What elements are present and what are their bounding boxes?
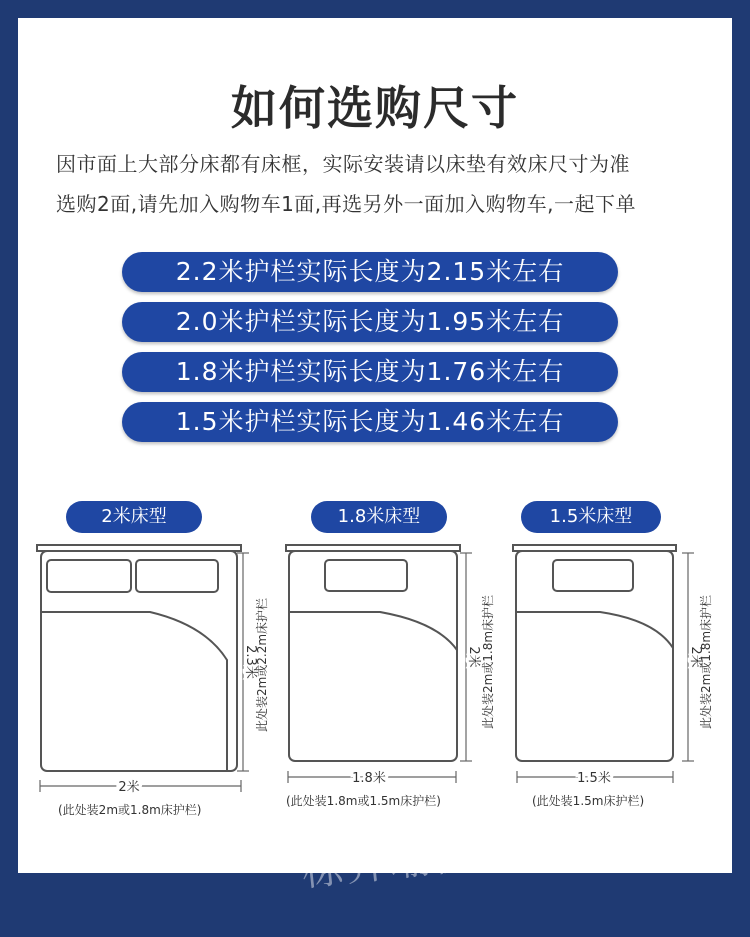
size-note-pill: 1.5米护栏实际长度为1.46米左右 xyxy=(122,402,618,442)
bed-caption-1-8m: (此处装1.8m或1.5m床护栏) xyxy=(286,794,441,808)
description-line-2: 选购2面,请先加入购物车1面,再选另外一面加入购物车,一起下单 xyxy=(56,192,637,216)
bed-caption-2m: (此处装2m或1.8m床护栏) xyxy=(58,803,202,817)
bed-type-label: 2米床型 xyxy=(66,501,202,533)
bed-diagram-1-5m xyxy=(513,545,676,761)
side-note-2m: 此处装2m或2.2m床护栏 xyxy=(255,597,269,733)
size-note-pill: 1.8米护栏实际长度为1.76米左右 xyxy=(122,352,618,392)
height-label-1-8m: 2米 xyxy=(466,646,481,668)
size-note-pill: 2.0米护栏实际长度为1.95米左右 xyxy=(122,302,618,342)
side-note-1-8m: 此处装2m或1.8m床护栏 xyxy=(481,594,495,730)
dimension-lines-1-8m xyxy=(288,553,472,783)
width-label-1-8m: 1.8米 xyxy=(352,771,386,786)
bed-type-label: 1.5米床型 xyxy=(521,501,661,533)
width-label-1-5m: 1.5米 xyxy=(577,771,611,786)
height-label-1-5m: 2米 xyxy=(688,646,703,668)
bed-caption-1-5m: (此处装1.5m床护栏) xyxy=(532,794,645,808)
page-title: 如何选购尺寸 xyxy=(231,81,519,135)
size-note-pill: 2.2米护栏实际长度为2.15米左右 xyxy=(122,252,618,292)
bed-type-label: 1.8米床型 xyxy=(311,501,447,533)
bed-diagram-1-8m xyxy=(286,545,460,761)
bed-diagram-2m xyxy=(37,545,241,771)
width-label-2m: 2米 xyxy=(118,780,140,795)
description-line-1: 因市面上大部分床都有床框，实际安装请以床垫有效床尺寸为准 xyxy=(56,152,630,176)
store-watermark: 棕奔瑜伽舞蹈专营店 xyxy=(298,805,698,896)
dimension-lines-1-5m xyxy=(517,553,694,783)
height-label-2m: 2.3米 xyxy=(243,645,258,679)
side-note-1-5m: 此处装2m或1.8m床护栏 xyxy=(699,594,713,730)
